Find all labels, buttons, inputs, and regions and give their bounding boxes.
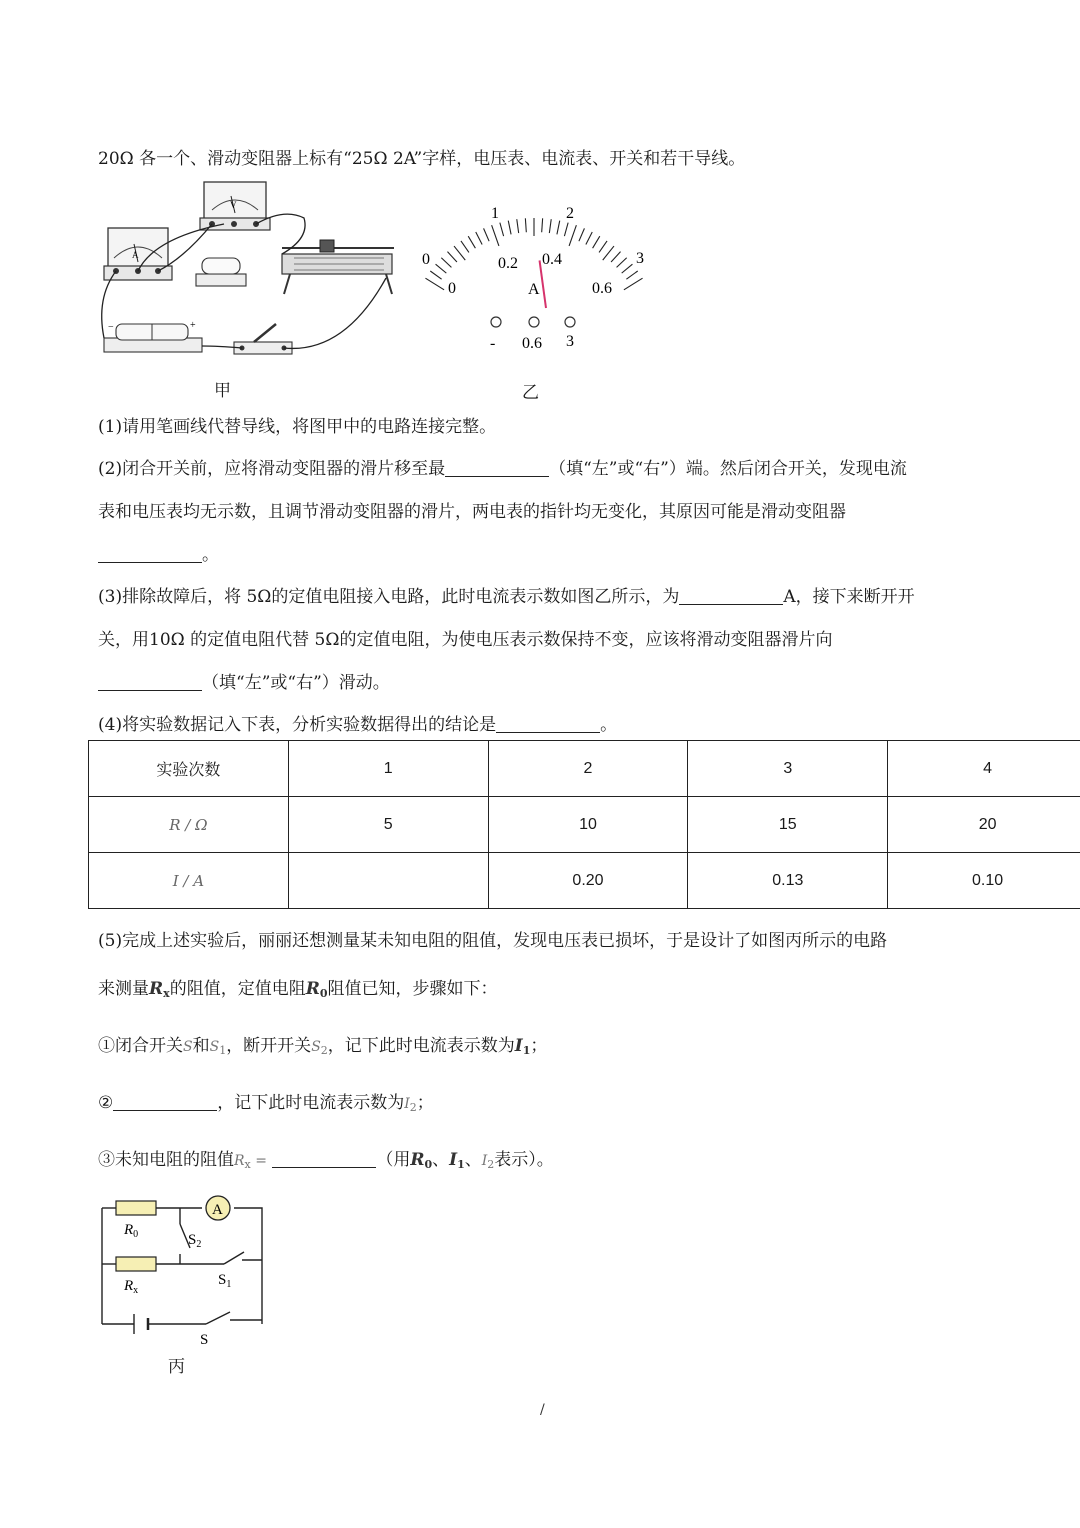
dial-tick (611, 252, 620, 262)
label-rx-letter: R (124, 1278, 134, 1294)
label-s2 (188, 1232, 201, 1250)
symbol-s1-letter: S (209, 1039, 220, 1055)
question-5-step-3 (98, 1145, 554, 1171)
switch-s1 (224, 1252, 244, 1264)
symbol-s2-letter: S (311, 1039, 321, 1055)
symbol-rx (149, 979, 170, 999)
q3-text-b: A，接下来断开开 (783, 587, 915, 607)
dial-side-tick-0: 0 (422, 251, 430, 268)
dial-tick (492, 225, 499, 246)
symbol-i22-letter: I (481, 1153, 488, 1169)
table-cell: 0.10 (888, 853, 1080, 909)
dial-inner-tick-04: 0.4 (542, 251, 562, 268)
battery-plus-label: + (190, 320, 196, 331)
table-cell: 0.13 (688, 853, 888, 909)
dial-tick (599, 241, 607, 252)
symbol-i2-sub: 2 (409, 1101, 417, 1114)
q5-text-a: 来测量 (98, 979, 149, 999)
symbol-r0-sub: 0 (319, 987, 328, 1000)
symbol-i1 (515, 1036, 531, 1056)
question-3-line-3 (98, 668, 390, 693)
dial-tick (454, 246, 465, 260)
q3-text-a: (3)排除故障后，将 5Ω的定值电阻接入电路，此时电流表示数如图乙所示，为 (98, 587, 680, 607)
q2-text-b: （填“左”或“右”）端。然后闭合开关，发现电流 (549, 459, 907, 479)
page-footer: / (540, 1402, 545, 1418)
symbol-r02-sub: 0 (424, 1158, 433, 1171)
dial-top-tick-2: 2 (566, 205, 574, 222)
symbol-i2-2 (482, 1153, 495, 1169)
label-s1-sub: 1 (226, 1279, 232, 1290)
table-row-resistance (89, 797, 1080, 853)
q4-text-b: 。 (600, 715, 618, 735)
step2-text-c: ； (416, 1093, 434, 1113)
figure-bing-label: 丙 (168, 1357, 185, 1377)
terminal-minus (491, 317, 501, 327)
label-r0-sub: 0 (133, 1229, 139, 1240)
q5-text-c: 阻值已知，步骤如下： (327, 979, 498, 999)
resistor-rx (116, 1257, 156, 1271)
step3-sep-2: 、 (464, 1150, 482, 1170)
symbol-rx-letter: R (149, 979, 164, 999)
q5-text-b: 的阻值，定值电阻 (169, 979, 306, 999)
q3-line3: （填“左”或“右”）滑动。 (202, 673, 390, 693)
dial-tick (447, 252, 456, 262)
dial-tick (586, 232, 592, 244)
dial-side-tick-3b: 3 (636, 250, 644, 267)
fixed-resistor (196, 258, 246, 286)
question-2-line-3 (98, 540, 219, 565)
symbol-rx2-letter: R (234, 1153, 245, 1169)
symbol-i1-letter: I (514, 1036, 523, 1056)
switch-s (206, 1312, 230, 1324)
ammeter-face-label: A (132, 250, 139, 260)
dial-tick (626, 271, 637, 279)
step1-text-c: ，断开开关 (226, 1036, 312, 1056)
symbol-i12-letter: I (449, 1150, 458, 1170)
q4-text-a: (4)将实验数据记入下表，分析实验数据得出的结论是 (98, 715, 497, 735)
symbol-s2 (311, 1039, 328, 1055)
question-2-line-1 (98, 454, 907, 479)
q2-line3-end: 。 (202, 545, 219, 565)
figure-jia-apparatus (94, 178, 414, 360)
table-cell: 10 (488, 797, 688, 853)
table-cell: 4 (888, 741, 1080, 797)
symbol-i2-letter: I (404, 1096, 410, 1112)
symbol-s1-sub: 1 (219, 1044, 227, 1057)
q2-text-a: (2)闭合开关前，应将滑动变阻器的滑片移至最 (98, 459, 446, 479)
table-cell: 0.20 (488, 853, 688, 909)
label-s2-letter: S (188, 1232, 197, 1248)
dial-tick (564, 223, 568, 236)
symbol-r0-letter: R (305, 979, 320, 999)
experiment-data-table (88, 740, 1080, 909)
symbol-rx-2 (234, 1153, 251, 1169)
dial-tick (617, 258, 627, 268)
table-cell: I / A (89, 853, 289, 909)
dial-tick (525, 218, 526, 232)
q2-blank-2[interactable] (98, 545, 202, 563)
q2-blank-1[interactable] (445, 459, 549, 477)
label-rx (123, 1278, 138, 1296)
dial-tick (468, 236, 475, 248)
figure-yi-label: 乙 (522, 383, 539, 403)
step1-text-e: ； (530, 1036, 548, 1056)
table-cell: 5 (288, 797, 488, 853)
symbol-i22-sub: 2 (487, 1158, 495, 1171)
question-3-line-1 (98, 582, 915, 607)
symbol-s: S (183, 1039, 193, 1055)
table-cell: 实验次数 (89, 741, 289, 797)
symbol-s2-sub: 2 (320, 1044, 328, 1057)
table-cell: 3 (688, 741, 888, 797)
figure-yi-ammeter-dial (418, 196, 654, 356)
step1-text-b: 和 (192, 1036, 210, 1056)
dial-tick (436, 264, 447, 273)
dial-tick (425, 278, 444, 290)
dial-top-tick-1: 1 (491, 205, 499, 222)
sliding-rheostat (282, 240, 394, 294)
symbol-i1-2 (449, 1150, 465, 1170)
table-row-current (89, 853, 1080, 909)
dial-tick (508, 221, 511, 235)
step1-text-d: ，记下此时电流表示数为 (327, 1036, 515, 1056)
dial-tick (593, 236, 600, 248)
table-cell: R / Ω (89, 797, 289, 853)
step3-text-b: （用 (376, 1150, 411, 1170)
dial-tick (622, 264, 633, 273)
dial-tick (557, 221, 560, 235)
step3-text-a: ③未知电阻的阻值 (98, 1150, 234, 1170)
dial-bottom-left: 0 (448, 280, 456, 297)
question-3-line-2: 关，用10Ω 的定值电阻代替 5Ω的定值电阻，为使电压表示数保持不变，应该将滑动变阻器滑片向 (98, 630, 833, 650)
dial-tick (569, 225, 576, 246)
knife-switch (234, 324, 292, 354)
question-5-line-1: (5)完成上述实验后，丽丽还想测量某未知电阻的阻值，发现电压表已损坏，于是设计了如图丙所示的电路 (98, 931, 888, 951)
q4-blank[interactable] (496, 715, 600, 733)
battery-minus-label: − (108, 322, 114, 333)
dial-tick (542, 218, 543, 232)
symbol-i12-sub: 1 (457, 1158, 465, 1171)
step3-blank[interactable] (272, 1150, 376, 1168)
symbol-rx2-sub: x (244, 1158, 251, 1171)
dial-tick (430, 271, 441, 279)
step2-blank[interactable] (113, 1093, 217, 1111)
ammeter-device (104, 228, 172, 280)
step2-text-a: ② (98, 1093, 114, 1113)
ammeter-symbol-label: A (212, 1202, 223, 1218)
dial-tick (461, 241, 469, 252)
voltmeter-face-label: V (230, 200, 237, 210)
figure-jia-label: 甲 (214, 381, 231, 401)
dial-tick (549, 219, 551, 233)
dial-unit-label: A (528, 281, 540, 298)
dial-tick (500, 223, 504, 236)
label-s: S (200, 1332, 209, 1348)
label-r0-letter: R (124, 1222, 134, 1238)
terminal-minus-label: - (490, 335, 496, 352)
dial-tick (624, 278, 643, 290)
table-row-trial (89, 741, 1080, 797)
terminal-06-label: 0.6 (522, 335, 542, 352)
symbol-r0 (306, 979, 328, 999)
dial-tick (579, 228, 585, 241)
dial-tick (441, 258, 451, 268)
step1-text-a: ①闭合开关 (98, 1036, 183, 1056)
table-cell: 20 (888, 797, 1080, 853)
symbol-i2 (404, 1096, 417, 1112)
figure-bing-circuit (96, 1190, 272, 1350)
dial-tick (484, 228, 490, 241)
resistor-r0 (116, 1201, 156, 1215)
step2-text-b: ，记下此时电流表示数为 (217, 1093, 405, 1113)
q3-blank-2[interactable] (98, 673, 202, 691)
step3-sep-1: 、 (432, 1150, 450, 1170)
table-cell: 1 (288, 741, 488, 797)
symbol-s1 (210, 1039, 227, 1055)
dial-inner-tick-02: 0.2 (498, 255, 518, 272)
label-s2-sub: 2 (196, 1239, 202, 1250)
symbol-r02-letter: R (410, 1150, 425, 1170)
label-r0 (123, 1222, 138, 1240)
dial-tick (476, 232, 482, 244)
equals-sign: = (250, 1153, 267, 1169)
intro-text: 20Ω 各一个、滑动变阻器上标有“25Ω 2A”字样，电压表、电流表、开关和若干导线。 (98, 149, 746, 169)
symbol-r0-2 (410, 1150, 432, 1170)
terminal-3-label: 3 (566, 333, 574, 350)
step3-text-c: 表示）。 (494, 1150, 554, 1170)
question-4 (98, 710, 617, 735)
table-cell-empty[interactable] (288, 853, 488, 909)
table-cell: 15 (688, 797, 888, 853)
terminal-06 (529, 317, 539, 327)
question-5-line-2 (98, 974, 498, 1000)
dial-tick (603, 246, 614, 260)
label-rx-sub: x (133, 1285, 139, 1296)
dial-bottom-right: 0.6 (592, 280, 612, 297)
question-2-line-2: 表和电压表均无示数，且调节滑动变阻器的滑片，两电表的指针均无变化，其原因可能是滑动变阻器 (98, 502, 846, 522)
symbol-i1-sub: 1 (522, 1044, 531, 1057)
battery-holder (104, 320, 202, 352)
question-1: (1)请用笔画线代替导线，将图甲中的电路连接完整。 (98, 417, 497, 437)
dial-tick (517, 219, 519, 233)
table-cell: 2 (488, 741, 688, 797)
question-5-step-1 (98, 1031, 547, 1057)
label-s1 (218, 1272, 231, 1290)
symbol-rx-sub: x (163, 987, 170, 1000)
label-s1-letter: S (218, 1272, 227, 1288)
terminal-3 (565, 317, 575, 327)
q3-blank-1[interactable] (679, 587, 783, 605)
question-5-step-2 (98, 1088, 434, 1114)
